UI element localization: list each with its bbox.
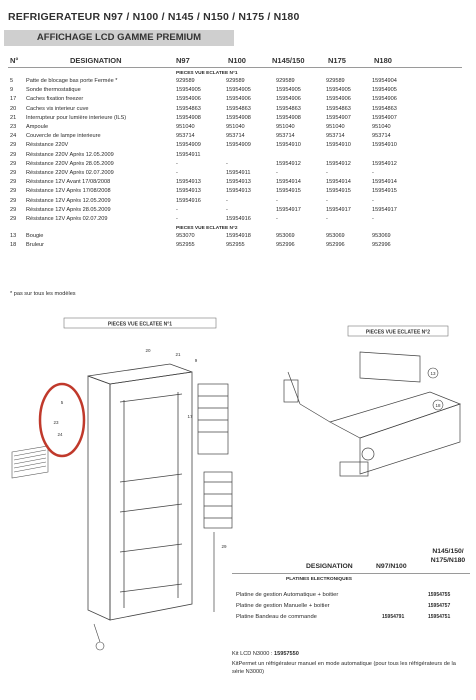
- panel1-title: PIECES VUE ECLATEE N°1: [107, 321, 173, 328]
- part-number: 29: [10, 170, 17, 176]
- part-code: -: [226, 206, 228, 213]
- callout-17: 17: [187, 414, 193, 419]
- t2-header-n145: N145/150/ N175/N180: [430, 548, 466, 564]
- part-number: 29: [10, 160, 17, 167]
- callout-21: 21: [175, 352, 181, 357]
- subtitle-band: [4, 30, 234, 46]
- callout-24: 24: [57, 432, 63, 437]
- part-code: 15954914: [326, 179, 351, 186]
- col-header-n97: N97: [176, 56, 190, 65]
- part-designation: Résistance 12V Avant 17/08/2008: [26, 179, 111, 186]
- table-row: [0, 232, 476, 241]
- table-row: [0, 241, 476, 250]
- part-designation: Bruleur: [26, 242, 45, 249]
- t2-header-n97: N97/N100: [376, 563, 407, 570]
- kit-line: [232, 651, 299, 657]
- col-header-n175: N175: [328, 56, 346, 65]
- table-row: [0, 86, 476, 95]
- part-designation: Résistance 12V Après 12.05.2009: [26, 197, 111, 204]
- part-code: 15954905: [176, 87, 201, 94]
- kit-note: KitPermet un réfrigérateur manuel en mode automatique (pour tous les réfrigérateurs de la série N3000): [232, 661, 456, 675]
- part-code: 953714: [326, 133, 345, 140]
- part-code: 15954917: [276, 206, 301, 213]
- table-row: [0, 151, 476, 160]
- part-code: 929589: [276, 78, 295, 84]
- part-code: 15954905: [372, 87, 397, 94]
- part-designation: Couvercle de lampe interieure: [26, 133, 101, 140]
- part-code: 15954905: [276, 87, 301, 94]
- part-designation: Résistance 12V Après 17/08/2008: [26, 188, 111, 195]
- part-code: 15954915: [372, 188, 397, 195]
- table-row: [0, 132, 476, 141]
- col-header-n145: N145/150: [272, 56, 305, 65]
- part-code: 15954863: [326, 105, 351, 112]
- t2-header-designation: DESIGNATION: [306, 563, 353, 570]
- t2-rule: [232, 573, 470, 574]
- panel2-title: PIECES VUE ECLATEE N°2: [365, 329, 431, 336]
- t2-designation: Platine Bandeau de commande: [236, 614, 317, 620]
- part-designation: Résistance 220V: [26, 142, 69, 149]
- part-code: 952996: [372, 242, 391, 249]
- part-code: 15954906: [276, 96, 301, 103]
- part-code: 15954913: [176, 188, 201, 195]
- part-number: 17: [10, 96, 17, 103]
- part-number: 29: [10, 179, 17, 186]
- part-code: -: [276, 216, 278, 222]
- part-code: -: [176, 206, 178, 213]
- t2-section: PLATINES ELECTRONIQUES: [286, 577, 353, 582]
- part-code: 15954913: [226, 179, 251, 186]
- part-number: 29: [10, 142, 17, 149]
- part-number: 29: [10, 216, 17, 222]
- part-number: 21: [10, 114, 17, 121]
- part-code: 951040: [176, 124, 195, 130]
- table-row: [0, 160, 476, 169]
- part-code: 15954918: [226, 233, 251, 240]
- part-code: 15954915: [276, 188, 301, 195]
- part-code: 15954912: [326, 160, 351, 167]
- kit-label: Kit LCD N3000 :: [232, 651, 273, 657]
- part-designation: Résistance 12V Après 28.05.2009: [26, 206, 111, 213]
- part-code: 15954912: [372, 160, 397, 167]
- page-title: REFRIGERATEUR N97 / N100 / N145 / N150 / N175 / N180: [8, 11, 300, 23]
- part-code: 15954915: [326, 188, 351, 195]
- highlight-circle: [40, 384, 84, 456]
- callout-marker: [96, 642, 104, 650]
- part-number: 9: [10, 87, 14, 94]
- t2-code-n145: 15954751: [428, 614, 451, 620]
- part-code: 953069: [326, 233, 345, 240]
- part-code: 15954906: [176, 96, 201, 103]
- part-code: 953070: [176, 233, 195, 240]
- part-code: 15954863: [176, 105, 201, 112]
- part-code: 953069: [372, 233, 391, 240]
- cooling-unit: [198, 384, 232, 612]
- part-code: 15954917: [372, 206, 397, 213]
- part-code: 15954913: [226, 188, 251, 195]
- t2-designation: Platine de gestion Automatique + boitier: [236, 592, 339, 598]
- table-row: [0, 206, 476, 215]
- part-code: 15954910: [326, 142, 351, 149]
- part-number: 13: [10, 233, 17, 240]
- col-header-designation: DESIGNATION: [70, 56, 122, 65]
- table-row: [0, 169, 476, 178]
- part-code: 15954905: [326, 87, 351, 94]
- part-code: -: [372, 216, 374, 222]
- part-code: -: [226, 160, 228, 167]
- callout-13: 13: [430, 371, 436, 376]
- part-code: 15954863: [226, 105, 251, 112]
- part-designation: Sonde thermostatique: [26, 87, 81, 94]
- col-header-n180: N180: [374, 56, 392, 65]
- exploded-view-1: [0, 312, 476, 700]
- table-row: [0, 95, 476, 104]
- part-code: 15954916: [176, 197, 201, 204]
- part-code: 15954914: [276, 179, 301, 186]
- table-row: [0, 215, 476, 224]
- part-code: -: [372, 170, 374, 176]
- ventilation-grille: [12, 446, 48, 478]
- part-code: 929589: [326, 78, 345, 84]
- part-code: -: [176, 160, 178, 167]
- table-row: [0, 178, 476, 187]
- part-code: 15954911: [176, 151, 201, 158]
- part-code: -: [276, 170, 278, 176]
- part-code: 953714: [372, 133, 391, 140]
- part-designation: Interrupteur pour lumière interieure (ILS): [26, 114, 127, 121]
- part-code: 952996: [326, 242, 345, 249]
- part-number: 24: [10, 133, 17, 140]
- part-code: 15954907: [372, 114, 397, 121]
- table-row: [0, 123, 476, 132]
- part-code: 15954912: [276, 160, 301, 167]
- part-code: 953069: [276, 233, 295, 240]
- part-code: 15954910: [276, 142, 301, 149]
- part-code: 951040: [326, 124, 345, 130]
- part-number: 5: [10, 78, 14, 84]
- kit-code: 15957550: [273, 651, 299, 657]
- col-header-n100: N100: [228, 56, 246, 65]
- part-code: -: [326, 216, 328, 222]
- table-row: [0, 141, 476, 150]
- part-designation: Résistance 12V Après 02.07.209: [26, 216, 108, 222]
- part-code: 929589: [226, 78, 245, 84]
- part-designation: Caches fixation freezer: [26, 96, 84, 103]
- part-code: 15954914: [372, 179, 397, 186]
- part-designation: Ampoule: [26, 124, 49, 130]
- part-designation: Résistance 220V Après 12.05.2009: [26, 151, 114, 158]
- part-code: 15954904: [372, 78, 397, 84]
- part-code: 15954906: [226, 96, 251, 103]
- callout-23: 23: [53, 420, 59, 425]
- section-label: PIECES VUE ECLATEE N°2: [176, 226, 238, 232]
- part-number: 29: [10, 206, 17, 213]
- footnote: * pas sur tous les modèles: [10, 291, 76, 297]
- part-code: 15954906: [372, 96, 397, 103]
- part-code: 15954907: [326, 114, 351, 121]
- part-code: 15954917: [326, 206, 351, 213]
- t2-code-n145: 15954755: [428, 592, 451, 598]
- t2-designation: Platine de gestion Manuelle + boitier: [236, 603, 330, 609]
- part-code: 15954913: [176, 179, 201, 186]
- fridge-cabinet: [88, 364, 192, 620]
- part-code: 15954909: [226, 142, 251, 149]
- callout-5: 5: [60, 400, 64, 405]
- callout-29: 29: [221, 544, 227, 549]
- part-code: 15954908: [276, 114, 301, 121]
- section-label: PIECES VUE ECLATEE N°1: [176, 71, 238, 76]
- part-code: 15954911: [226, 170, 251, 176]
- part-code: 953714: [176, 133, 195, 140]
- col-header-number: N°: [10, 56, 19, 65]
- table-row: [0, 187, 476, 196]
- table-row: [0, 197, 476, 206]
- part-code: 929589: [176, 78, 195, 84]
- part-code: 951040: [226, 124, 245, 130]
- callouts-panel-1: [53, 348, 227, 549]
- table-row: [0, 105, 476, 114]
- part-code: 15954863: [372, 105, 397, 112]
- part-number: 20: [10, 105, 17, 112]
- table-row: [0, 114, 476, 123]
- part-designation: Résistance 220V Après 02.07.2009: [26, 170, 114, 176]
- part-code: -: [276, 197, 278, 204]
- callout-18: 18: [435, 403, 441, 408]
- part-code: 15954906: [326, 96, 351, 103]
- callout-20: 20: [145, 348, 151, 353]
- t2-code-n145: 15954757: [428, 603, 451, 609]
- part-code: -: [176, 170, 178, 176]
- part-designation: Caches vis interieur cuve: [26, 105, 89, 112]
- part-code: 15954905: [226, 87, 251, 94]
- part-code: -: [372, 197, 374, 204]
- part-code: 952955: [176, 242, 195, 249]
- part-number: 23: [10, 124, 17, 130]
- part-designation: Patte de blocage bas porte Fermée *: [26, 78, 118, 84]
- callout-9: 9: [194, 358, 198, 363]
- part-code: 15954916: [226, 216, 251, 222]
- t2-code-n97: 15954791: [382, 614, 405, 620]
- part-code: 15954908: [176, 114, 201, 121]
- part-code: -: [176, 216, 178, 222]
- part-code: 951040: [276, 124, 295, 130]
- part-code: 952955: [226, 242, 245, 249]
- part-code: 952996: [276, 242, 295, 249]
- part-code: 953714: [226, 133, 245, 140]
- part-code: 15954910: [372, 142, 397, 149]
- part-designation: Résistance 220V Après 28.05.2009: [26, 160, 114, 167]
- part-code: 951040: [372, 124, 391, 130]
- part-number: 29: [10, 197, 17, 204]
- table-rule: [8, 67, 462, 68]
- table-row: [0, 77, 476, 86]
- part-code: -: [326, 170, 328, 176]
- part-number: 29: [10, 188, 17, 195]
- part-code: -: [326, 197, 328, 204]
- part-designation: Bougie: [26, 233, 44, 240]
- part-code: 15954863: [276, 105, 301, 112]
- part-number: 29: [10, 151, 17, 158]
- part-number: 18: [10, 242, 17, 249]
- subtitle: AFFICHAGE LCD GAMME PREMIUM: [36, 32, 202, 43]
- part-code: 15954908: [226, 114, 251, 121]
- part-code: -: [226, 197, 228, 204]
- part-code: 953714: [276, 133, 295, 140]
- part-code: 15954909: [176, 142, 201, 149]
